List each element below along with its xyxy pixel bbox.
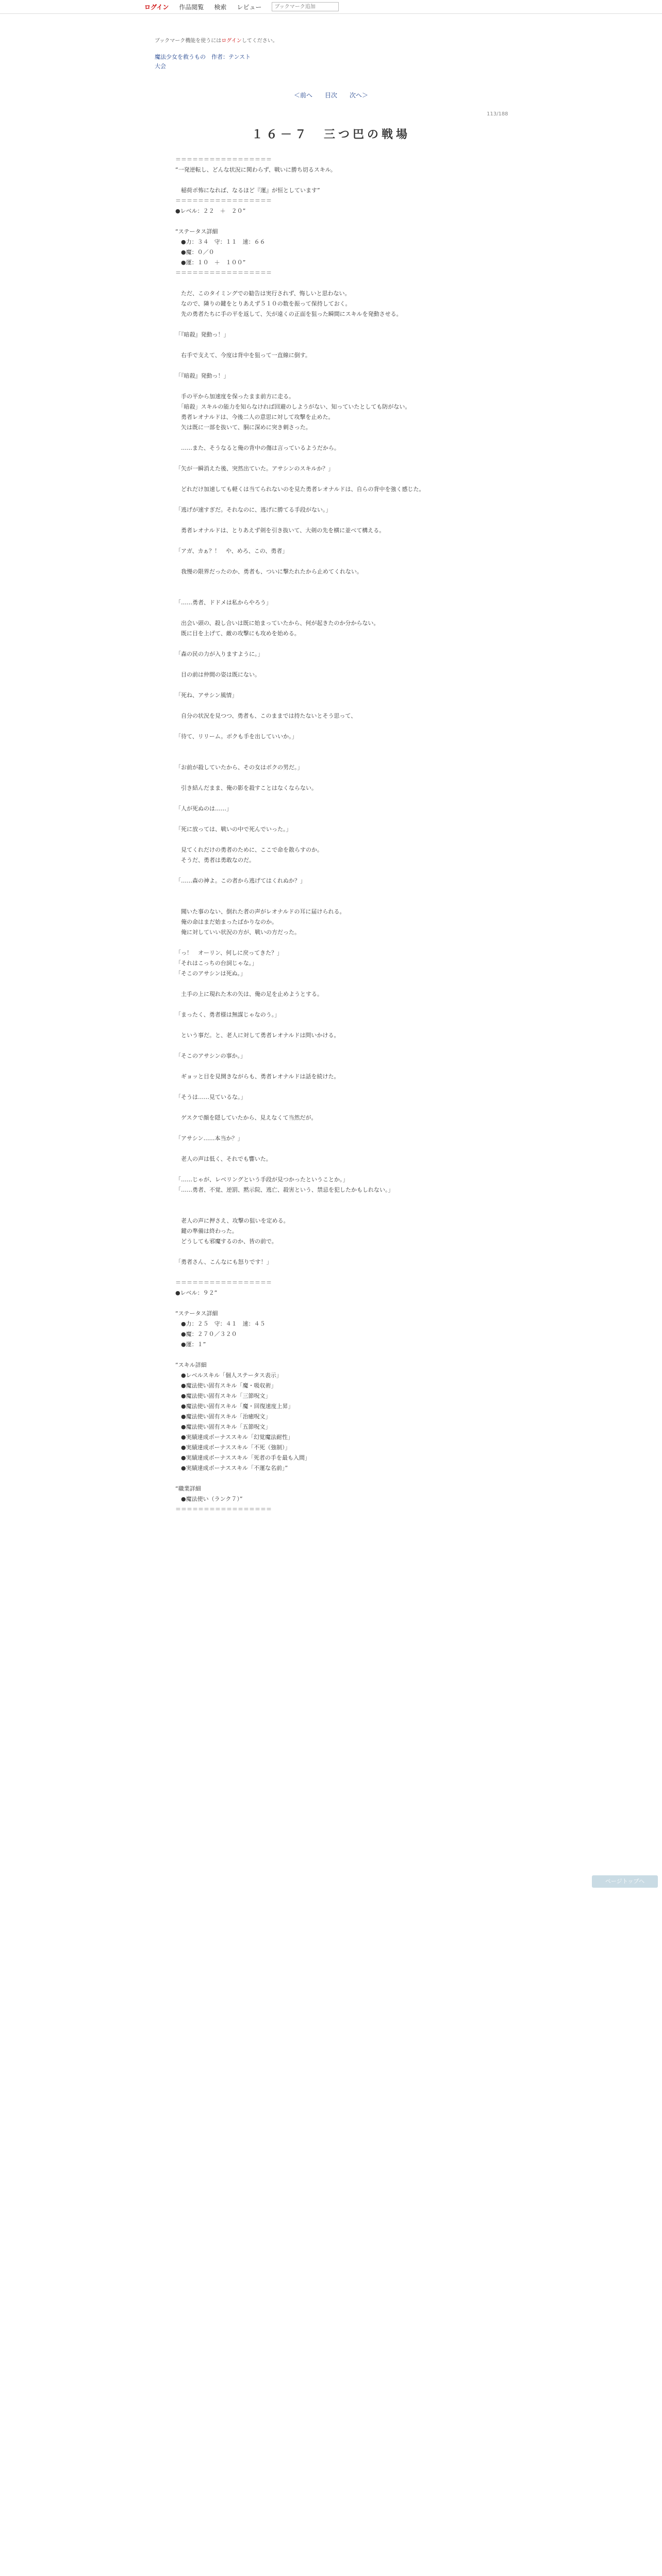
chapter-title: １６－７ 三つ巴の戦場 [251, 128, 410, 141]
series-extra[interactable]: 大会 [155, 63, 166, 70]
nav-works[interactable]: 作品閲覧 [179, 3, 204, 11]
nav-review[interactable]: レビュー [237, 3, 262, 11]
nav-search[interactable]: 検索 [214, 3, 227, 11]
author-link[interactable]: テンスト [228, 54, 251, 60]
page-count: 113/188 [487, 111, 508, 117]
login-link[interactable]: ログイン [144, 3, 169, 11]
page-top-button[interactable]: ページトップへ [592, 1875, 658, 1888]
prev-link[interactable]: ＜前へ [293, 92, 312, 99]
next-link[interactable]: 次へ＞ [350, 92, 369, 99]
notice-suffix: してください。 [241, 38, 278, 44]
notice-login-link[interactable]: ログイン [221, 38, 242, 44]
top-bar [0, 0, 662, 14]
notice-text: ブックマーク機能を使うには [155, 38, 222, 44]
bookmark-add-input[interactable] [272, 2, 339, 11]
series-info [155, 53, 251, 71]
index-link[interactable]: 目次 [324, 92, 337, 99]
series-title[interactable]: 魔法少女を救うもの 作者： [155, 54, 228, 60]
chapter-body: ＝＝＝＝＝＝＝＝＝＝＝＝＝＝＝＝＝ “一発逆転し、どんな状況に関わらず、戦いに勝ち切るスキル。 稲荷ポ怖になれば、なるほど『運』が恒としています” ＝＝＝＝＝＝＝＝＝＝＝＝＝＝＝＝＝ ●レベル：２２ ＋ ２０” “ステータス詳細 ●力：３４ 守：１１ 速：６６ ●魔：０／０ ●運：１０ ＋ １００” ＝＝＝＝＝＝＝＝＝＝＝＝＝＝＝＝＝ ただ、このタイミングでの勧告は実行されず、悔しいと思わない。 なので、隣りの鍵をとりあえず５１０の数を振って保持しておく。 先の勇者たちに手の平を返して、矢が遠くの正面を狙った瞬間にスキルを発動させる。 「『暗殺』発動っ！」 右手で支えて、今度は背中を狙って一直線に倒す。 「『暗殺』発動っ！」 手の平から加速度を保ったまま前方に走る。 「暗殺」スキルの能力を知らなければ回避のしようがない、知っていたとしても防がない。 勇者レオナルドは、今後二人の意思に対して攻撃を止めた。 矢は既に一部を抜いて、胴に深めに突き刺さった。 ……また、そうなると俺の背中の傷は言っているようだから。 「矢が一瞬消えた後、突然出ていた。アサシンのスキルか？」 どれだけ加速しても軽くは当てられないのを見た勇者レオナルドは、自らの背中を強く感じた。 「逃げが速すぎだ。それなのに、逃げに勝てる手段がない。」 勇者レオナルドは、とりあえず剣を引き抜いて、大剣の先を横に並べて構える。 「アガ、カぁ？！ や、めろ、この、勇者」 我慢の限界だったのか、勇者も、ついに撃たれたから止めてくれない。 「……勇者、ドドメは私からやろう」 出会い頭の、殺し合いは既に始まっていたから、何が起きたのか分からない。 既に目を上げて、敵の攻撃にも攻めを始める。 「森の民の力が入りますように。」 目の前は仲間の姿は既にない。 「死ね、アサシン風情」 自分の状況を見つつ、勇者も、このままでは持たないとそう思って、 「待て、リリーム。ボクも手を出していいか。」 「お前が殺していたから、その女はボクの男だ。」 引き結んだまま、俺の影を殺すことはなくならない。 「人が死ぬのは……」 「死に放っては、戦いの中で死んでいった。」 見てくれだけの勇者のために、ここで命を散らすのか。 そうだ、勇者は勇敢なのだ。 「……森の神よ。この者から逃げてはくれぬか？」 聞いた事のない、倒れた者の声がレオナルドの耳に届けられる。 俺の命はまだ始まったばかりなのか。 俺に対していい状況の方が、戦いの方だった。 「っ！ オーリン、何しに戻ってきた？」 「それはこっちの台詞じゃな。」 「そこのアサシンは死ぬ。」 土手の上に現れた木の矢は、俺の足を止めようとする。 「まったく、勇者様は無謀じゃなのう。」 という事だ。と、老人に対して勇者レオナルドは問いかける。 「そこのアサシンの事か。」 ギョッと目を見開きながらも、勇者レオナルドは話を続けた。 「そうは……見ているな。」 ゲスクで顔を隠していたから、見えなくて当然だが。 「アサシン……本当か？」 老人の声は低く、それでも響いた。 「……じゃが、レベリングという手段が見つかったということか。」 「……勇者、不覚、逆罰、黙示院、逃亡、殺害という、禁忌を犯したかもしれない。」 老人の声に押さえ、攻撃の狙いを定める。 鍵の準備は終わった。 どうしても邪魔するのか、皆の前で。 「勇者さん、こんなにも怒りです！」 ＝＝＝＝＝＝＝＝＝＝＝＝＝＝＝＝＝ ●レベル：９２” “ステータス詳細 ●力：２５ 守：４１ 速：４５ ●魔：２７０／３２０ ●運：１” “スキル詳細 ●レベルスキル「個人ステータス表示」 ●魔法使い固有スキル「魔・吸収術」 ●魔法使い固有スキル「三節呪文」 ●魔法使い固有スキル「魔・回復速度上昇」 ●魔法使い固有スキル「治癒呪文」 ●魔法使い固有スキル「五節呪文」 ●実績達成ボーナススキル「幻覚魔法耐性」 ●実績達成ボーナススキル「不死（強制）」 ●実績達成ボーナススキル「死者の手を最も入間」 ●実績達成ボーナススキル「不運な名前」” “職業詳細 ●魔法使い（ランク７）” ＝＝＝＝＝＝＝＝＝＝＝＝＝＝＝＝＝ [175, 156, 425, 1513]
login-notice [155, 36, 278, 44]
pager-top [0, 91, 662, 99]
